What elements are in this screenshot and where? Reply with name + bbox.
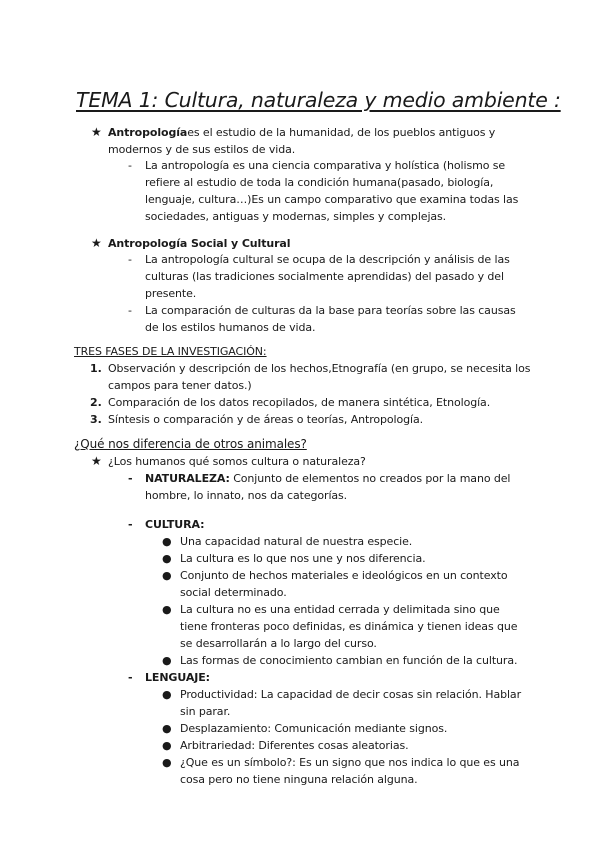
dot-bullet-icon: ● [162,552,172,565]
cultura-term: CULTURA: [145,518,205,531]
cultural-line-3: presente. [145,287,197,300]
dot-bullet-icon: ● [162,535,172,548]
fase-1-line-1: Observación y descripción de los hechos,Etnografía (en grupo, se necesita los [108,362,531,375]
lenguaje-term: LENGUAJE: [145,671,210,684]
lenguaje-item-3-line-1: Arbitrariedad: Diferentes cosas aleatorias. [180,739,409,752]
star-bullet-icon: ★ [91,454,102,468]
holistic-line-3: lenguaje, cultura…)Es un campo comparativo que examina todas las [145,193,519,206]
cultural-line-2: culturas (las tradiciones socialmente aprendidas) del pasado y del [145,270,504,283]
fase-1-line-2: campos para tener datos.) [108,379,252,392]
naturaleza-term: NATURALEZA: [145,472,230,485]
page-title: TEMA 1: Cultura, naturaleza y medio ambiente : [76,88,561,112]
dash-bullet-icon: - [128,671,133,684]
comparacion-line-1: La comparación de culturas da la base para teorías sobre las causas [145,304,516,317]
star-bullet-icon: ★ [91,236,102,250]
lenguaje-item-1-line-1: Productividad: La capacidad de decir cosas sin relación. Hablar [180,688,521,701]
antropologia-definition-line-2: modernos y de sus estilos de vida. [108,143,296,156]
dot-bullet-icon: ● [162,603,172,616]
cultura-item-3-line-2: social determinado. [180,586,287,599]
dot-bullet-icon: ● [162,569,172,582]
dot-bullet-icon: ● [162,722,172,735]
list-number: 2. [90,396,102,409]
lenguaje-item-1-line-2: sin parar. [180,705,231,718]
cultura-item-4-line-3: se desarrollarán a lo largo del curso. [180,637,377,650]
dot-bullet-icon: ● [162,739,172,752]
antropologia-term: Antropología [108,126,188,139]
antropologia-definition-line-1: Antropologíaes el estudio de la humanidad, de los pueblos antiguos y [108,126,496,139]
list-number: 1. [90,362,102,375]
holistic-line-1: La antropología es una ciencia comparativa y holística (holismo se [145,159,506,172]
list-number: 3. [90,413,102,426]
cultura-item-4-line-1: La cultura no es una entidad cerrada y delimitada sino que [180,603,500,616]
fase-2-line-1: Comparación de los datos recopilados, de manera sintética, Etnología. [108,396,491,409]
antropologia-social-term: Antropología Social y Cultural [108,237,291,250]
fase-3-line-1: Síntesis o comparación y de áreas o teorías, Antropología. [108,413,423,426]
cultura-item-1-line-1: Una capacidad natural de nuestra especie. [180,535,413,548]
cultura-item-3-line-1: Conjunto de hechos materiales e ideológicos en un contexto [180,569,508,582]
lenguaje-item-4-line-1: ¿Que es un símbolo?: Es un signo que nos indica lo que es una [180,756,520,769]
fases-heading: TRES FASES DE LA INVESTIGACIÓN: [74,345,267,358]
dash-bullet-icon: - [128,253,132,266]
question-line: ¿Los humanos qué somos cultura o naturaleza? [108,455,366,468]
diferencia-heading: ¿Qué nos diferencia de otros animales? [74,437,307,451]
comparacion-line-2: de los estilos humanos de vida. [145,321,316,334]
naturaleza-line-2: hombre, lo innato, nos da categorías. [145,489,348,502]
dot-bullet-icon: ● [162,654,172,667]
dash-bullet-icon: - [128,304,132,317]
cultural-line-1: La antropología cultural se ocupa de la descripción y análisis de las [145,253,510,266]
dash-bullet-icon: - [128,472,133,485]
naturaleza-line-1: NATURALEZA: Conjunto de elementos no creados por la mano del [145,472,511,485]
cultura-item-2-line-1: La cultura es lo que nos une y nos diferencia. [180,552,426,565]
dash-bullet-icon: - [128,518,133,531]
star-bullet-icon: ★ [91,125,102,139]
dot-bullet-icon: ● [162,688,172,701]
cultura-item-4-line-2: tiene fronteras poco definidas, es dinámica y tienen ideas que [180,620,518,633]
holistic-line-4: sociedades, antiguas y modernas, simples y complejas. [145,210,447,223]
holistic-line-2: refiere al estudio de toda la condición humana(pasado, biología, [145,176,494,189]
lenguaje-item-2-line-1: Desplazamiento: Comunicación mediante signos. [180,722,448,735]
cultura-item-5-line-1: Las formas de conocimiento cambian en función de la cultura. [180,654,518,667]
dot-bullet-icon: ● [162,756,172,769]
dash-bullet-icon: - [128,159,132,172]
lenguaje-item-4-line-2: cosa pero no tiene ninguna relación alguna. [180,773,418,786]
